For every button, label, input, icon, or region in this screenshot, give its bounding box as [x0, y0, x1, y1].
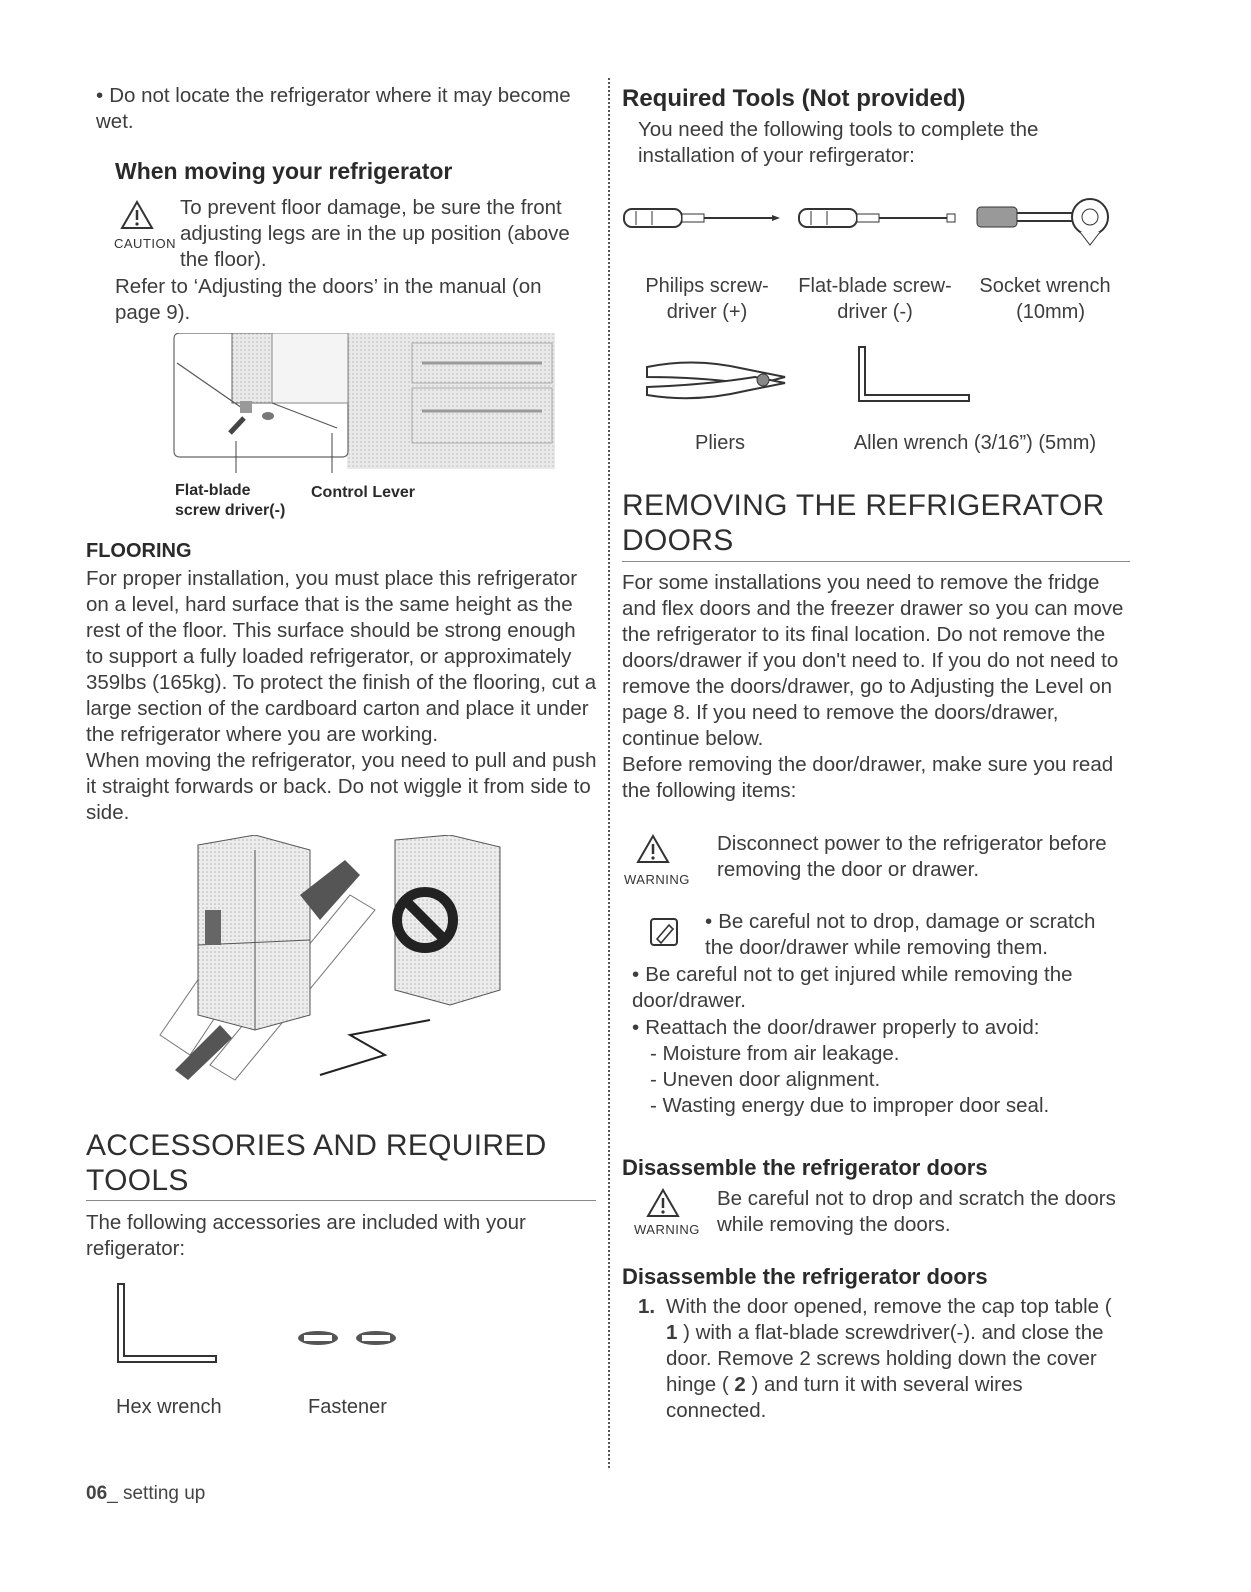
- footer-section: _ setting up: [107, 1483, 206, 1504]
- label-control-lever: Control Lever: [311, 484, 416, 501]
- bullet-reattach: • Reattach the door/drawer properly to avoid:: [632, 1015, 1112, 1041]
- warning-icon: [636, 834, 670, 864]
- dash-item-2: - Uneven door alignment.: [650, 1068, 881, 1091]
- disassemble-heading-2: Disassemble the refrigerator doors: [622, 1264, 988, 1289]
- flooring-paragraph-2: When moving the refrigerator, you need to pull and push it straight forwards or back. Do not wiggle it from side to side.: [86, 749, 597, 824]
- caution-label: CAUTION: [114, 236, 176, 251]
- accessories-text: The following accessories are included with your refigerator:: [86, 1211, 526, 1260]
- hex-wrench-icon: [112, 1282, 222, 1367]
- socket-wrench-icon: [975, 197, 1115, 247]
- page-number: 06: [86, 1483, 108, 1504]
- leg-adjust-figure: [172, 333, 557, 473]
- disassemble-heading-1: Disassemble the refrigerator doors: [622, 1155, 988, 1180]
- pliers-label: Pliers: [694, 432, 745, 454]
- tools-heading: Required Tools (Not provided): [622, 85, 966, 112]
- pliers-icon: [645, 355, 790, 410]
- accessories-heading: ACCESSORIES AND REQUIRED TOOLS: [86, 1129, 547, 1197]
- fastener-label: Fastener: [308, 1396, 387, 1418]
- warning-icon-2: [646, 1188, 680, 1218]
- warning-text-2: Be careful not to drop and scratch the doors while removing the doors.: [717, 1187, 1116, 1236]
- moving-heading: When moving your refrigerator: [115, 158, 453, 184]
- flat-label: Flat-blade screw- driver (-): [798, 275, 952, 323]
- removing-paragraph-1: For some installations you need to remove the fridge and flex doors and the freezer drawer so you can move the refrigerator to its final location. Do not remove the doors/drawer if you don't need to. If you do not need to remove the doors/drawer, go to Adjusting the Level on page 8. If you need to remove the doors/drawer, continue below.: [622, 571, 1124, 750]
- flooring-paragraph-1: For proper installation, you must place this refrigerator on a level, hard surface that is the same height as the rest of the floor. This surface should be strong enough to support a fully loaded refrigerator, or approximately 359lbs (165kg). To protect the finish of the flooring, cut a large section of the cardboard carton and place it under the refrigerator where you are working.: [86, 567, 597, 746]
- dash-item-3: - Wasting energy due to improper door seal.: [650, 1094, 1050, 1117]
- caution-icon: [120, 200, 154, 230]
- bullet-wet: • Do not locate the refrigerator where it may become wet.: [96, 83, 596, 135]
- moving-fridge-figure: [150, 835, 530, 1090]
- removing-paragraph-2: Before removing the door/drawer, make sure you read the following items:: [622, 753, 1114, 802]
- warning-label-1: WARNING: [624, 872, 690, 887]
- removing-heading: REMOVING THE REFRIGERATOR DOORS: [622, 489, 1105, 557]
- label-flat-blade: Flat-blade screw driver(-): [175, 482, 286, 519]
- philips-label: Philips screw- driver (+): [645, 275, 769, 323]
- tools-text: You need the following tools to complete the installation of your refirgerator:: [638, 118, 1039, 167]
- note-icon: [649, 917, 681, 949]
- allen-wrench-icon: [855, 345, 975, 405]
- removing-rule: [622, 561, 1130, 562]
- flat-screwdriver-icon: [797, 205, 957, 231]
- dash-item-1: - Moisture from air leakage.: [650, 1042, 900, 1065]
- philips-screwdriver-icon: [622, 205, 782, 231]
- page-footer: [86, 1483, 205, 1505]
- warning-text-1: Disconnect power to the refrigerator before removing the door or drawer.: [717, 832, 1107, 881]
- bullet-injured: • Be careful not to get injured while removing the door/drawer.: [632, 962, 1112, 1014]
- allen-label: Allen wrench (3/16”) (5mm): [853, 432, 1097, 454]
- socket-label: Socket wrench (10mm): [979, 275, 1111, 323]
- column-divider: [608, 78, 610, 1468]
- warning-label-2: WARNING: [634, 1222, 700, 1237]
- step-number-1: 1.: [638, 1295, 656, 1318]
- hex-wrench-label: Hex wrench: [116, 1396, 222, 1418]
- accessories-rule: [86, 1200, 596, 1201]
- refer-text: Refer to ‘Adjusting the doors’ in the manual (on page 9).: [115, 275, 542, 324]
- fastener-icon: [296, 1328, 401, 1348]
- flooring-heading: FLOORING: [86, 540, 192, 562]
- step-text-1: With the door opened, remove the cap top table ( 1 ) with a flat-blade screwdriver(-). and close the door. Remove 2 screws holding down the cover hinge ( 2 ) and turn it with several wires connected.: [666, 1295, 1112, 1422]
- note-text-1: • Be careful not to drop, damage or scratch the door/drawer while removing them.: [705, 909, 1125, 961]
- caution-text: To prevent floor damage, be sure the front adjusting legs are in the up position (above the floor).: [180, 196, 570, 271]
